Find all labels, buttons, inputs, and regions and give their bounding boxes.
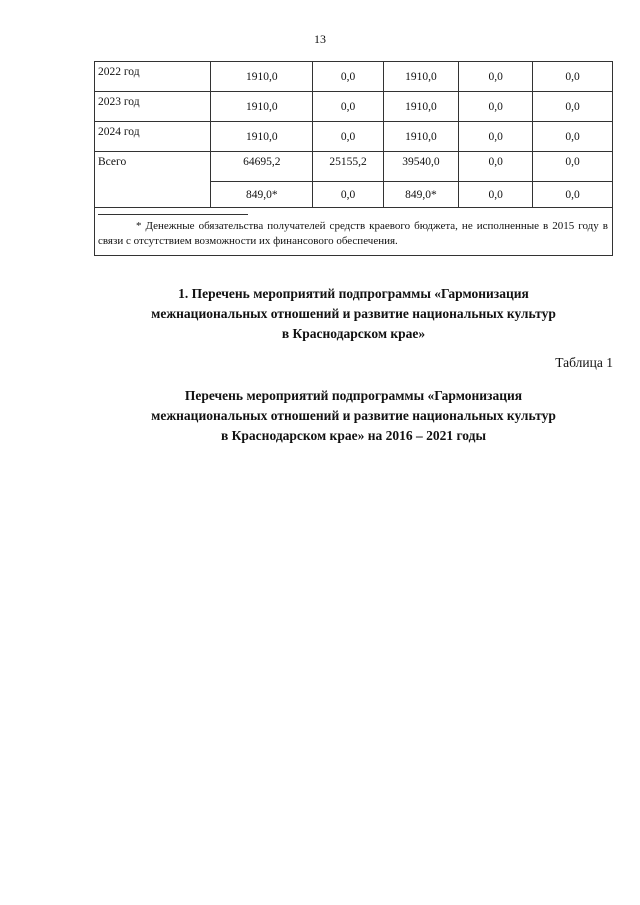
table-cell: 0,0 — [459, 62, 533, 92]
budget-table — [94, 61, 613, 256]
table-cell: 1910,0 — [383, 92, 458, 122]
table-cell: 849,0* — [211, 182, 313, 208]
table-cell: 0,0 — [533, 182, 613, 208]
table-row — [95, 122, 613, 152]
section-heading-line: в Краснодарском крае» — [281, 326, 426, 341]
table-cell: 0,0 — [313, 182, 384, 208]
table-row — [95, 62, 613, 92]
table-cell: 1910,0 — [383, 62, 458, 92]
table-row-total — [95, 152, 613, 182]
row-label: 2024 год — [95, 122, 211, 152]
table-cell: 1910,0 — [211, 62, 313, 92]
section-heading — [94, 284, 613, 344]
table-cell: 25155,2 — [313, 152, 384, 182]
table-cell: 0,0 — [533, 62, 613, 92]
table-cell: 0,0 — [533, 122, 613, 152]
table-cell: 0,0 — [533, 152, 613, 182]
table-cell: 0,0 — [313, 122, 384, 152]
table-title-line: в Краснодарском крае» на 2016 – 2021 годы — [220, 428, 487, 443]
page-number: 13 — [314, 32, 326, 46]
table-cell: 0,0 — [459, 92, 533, 122]
row-label: 2023 год — [95, 92, 211, 122]
table-cell: 0,0 — [313, 62, 384, 92]
footnote-text: * Денежные обязательства получателей средств краевого бюджета, не исполненные в 2015 году в связи с отсутствием возможности их финансового обеспечения. — [98, 220, 608, 247]
table-title — [94, 386, 613, 446]
table-row-footnote — [95, 208, 613, 256]
section-heading-line: межнациональных отношений и развитие национальных культур — [151, 306, 556, 321]
table-cell: 849,0* — [383, 182, 458, 208]
footnote-cell — [95, 208, 613, 256]
table-cell: 0,0 — [459, 182, 533, 208]
table-label: Таблица 1 — [555, 355, 613, 370]
table-title-line: Перечень мероприятий подпрограммы «Гармонизация — [184, 388, 523, 403]
table-title-line: межнациональных отношений и развитие национальных культур — [151, 408, 556, 423]
table-cell: 0,0 — [533, 92, 613, 122]
row-label-total: Всего — [95, 152, 211, 208]
table-cell: 0,0 — [459, 152, 533, 182]
table-cell: 64695,2 — [211, 152, 313, 182]
table-cell: 1910,0 — [383, 122, 458, 152]
table-cell: 1910,0 — [211, 122, 313, 152]
table-cell: 0,0 — [313, 92, 384, 122]
footnote-divider — [98, 214, 248, 215]
table-cell: 1910,0 — [211, 92, 313, 122]
table-cell: 39540,0 — [383, 152, 458, 182]
section-heading-line: 1. Перечень мероприятий подпрограммы «Гармонизация — [178, 286, 529, 301]
table-row — [95, 92, 613, 122]
table-cell: 0,0 — [459, 122, 533, 152]
row-label: 2022 год — [95, 62, 211, 92]
